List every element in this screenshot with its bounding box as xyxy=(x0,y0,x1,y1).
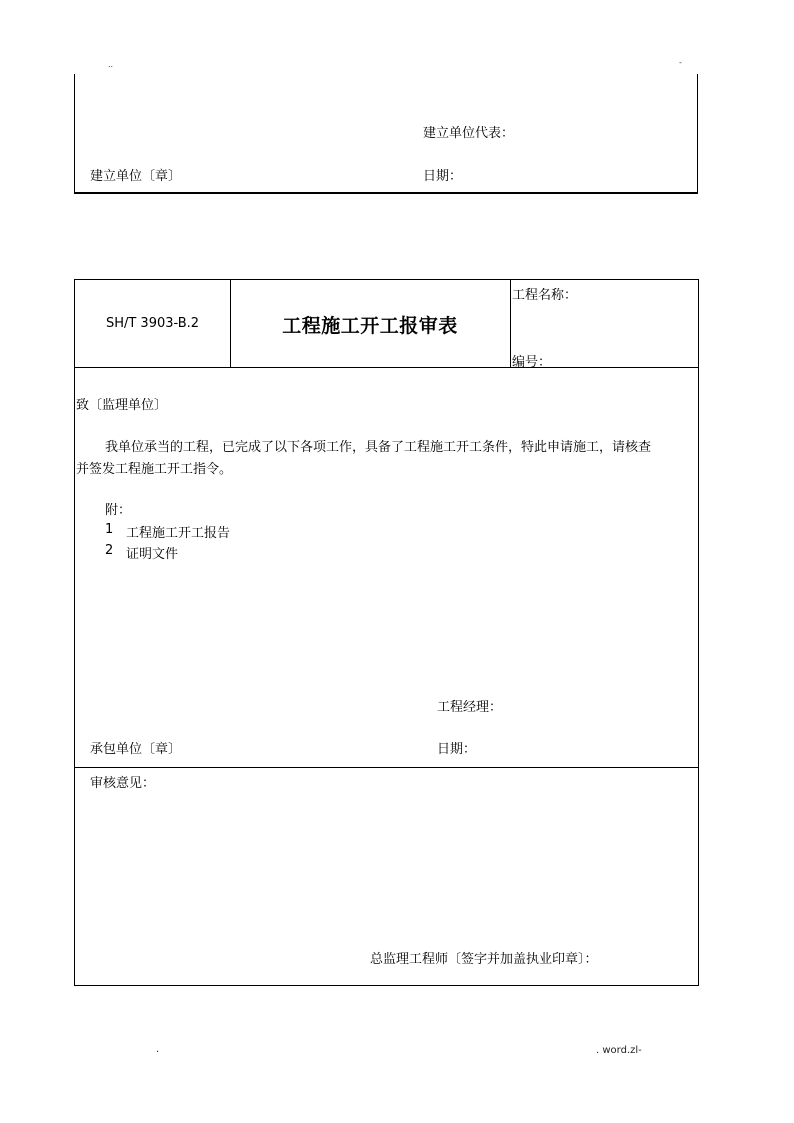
form-title: 工程施工开工报审表 xyxy=(282,315,458,337)
header-divider-2 xyxy=(510,280,511,367)
body-text-line-2: 并签发工程施工开工指令。 xyxy=(76,462,233,477)
construction-start-review-form xyxy=(74,279,699,986)
contractor-seal-label: 承包单位〔章〕 xyxy=(90,742,182,757)
header-row-bottom-line xyxy=(75,367,698,368)
to-supervisor-label: 致〔监理单位〕 xyxy=(76,398,168,413)
attachment-1-number: 1 xyxy=(105,522,114,537)
attachment-2-number: 2 xyxy=(105,543,114,558)
project-name-label: 工程名称： xyxy=(512,288,578,303)
builder-date-label: 日期： xyxy=(423,169,463,184)
form-code: SH/T 3903-B.2 xyxy=(105,316,200,331)
attachments-label: 附： xyxy=(105,503,132,518)
builder-representative-label: 建立单位代表： xyxy=(423,126,515,141)
previous-form-fragment xyxy=(74,74,698,194)
contractor-date-label: 日期： xyxy=(437,742,477,757)
builder-unit-seal-label: 建立单位〔章〕 xyxy=(90,169,182,184)
chief-supervisor-label: 总监理工程师〔签字并加盖执业印章〕： xyxy=(370,952,598,967)
review-opinion-label: 审核意见： xyxy=(90,776,156,791)
number-label: 编号： xyxy=(512,355,552,370)
header-right-mark: - xyxy=(679,58,682,67)
review-section-divider xyxy=(75,767,698,768)
attachment-1-text: 工程施工开工报告 xyxy=(126,526,231,541)
body-text-line-1: 我单位承当的工程，已完成了以下各项工作，具备了工程施工开工条件，特此申请施工，请核查 xyxy=(105,440,652,455)
footer-left-mark: . xyxy=(156,1044,160,1055)
header-left-mark: .. xyxy=(108,60,114,69)
project-manager-label: 工程经理： xyxy=(437,700,503,715)
attachment-2-text: 证明文件 xyxy=(126,547,179,562)
footer-right-text: . word.zl- xyxy=(596,1045,642,1056)
